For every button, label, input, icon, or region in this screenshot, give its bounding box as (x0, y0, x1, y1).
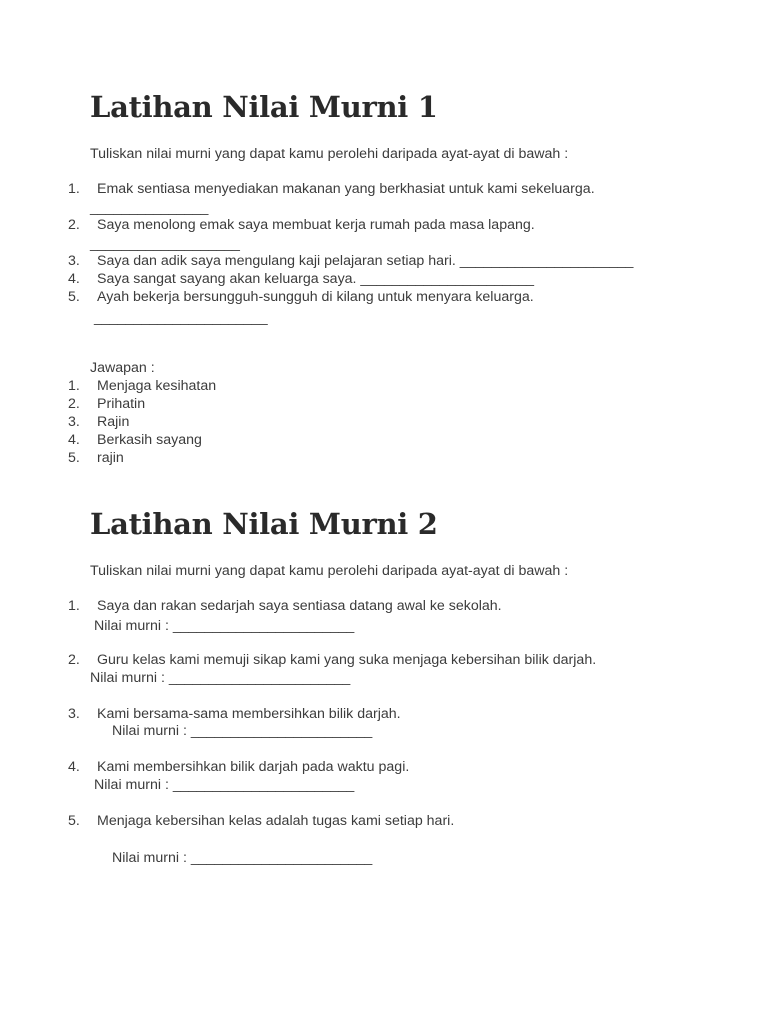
s2-item3-number: 3. (68, 706, 80, 722)
s1-item5-blank: ______________________ (94, 310, 268, 326)
section1-instruction: Tuliskan nilai murni yang dapat kamu perolehi daripada ayat-ayat di bawah : (90, 146, 569, 162)
s1-item5-text: Ayah bekerja bersungguh-sungguh di kilang untuk menyara keluarga. (97, 289, 534, 305)
answer4-text: Berkasih sayang (97, 432, 202, 448)
s2-item1-text: Saya dan rakan sedarjah saya sentiasa datang awal ke sekolah. (97, 598, 502, 614)
s2-item4-answer-line: Nilai murni : _______________________ (94, 777, 355, 793)
s2-item3-text: Kami bersama-sama membersihkan bilik darjah. (97, 706, 401, 722)
section2-instruction: Tuliskan nilai murni yang dapat kamu perolehi daripada ayat-ayat di bawah : (90, 563, 569, 579)
s1-item3-number: 3. (68, 253, 80, 269)
s2-item2-answer-line: Nilai murni : _______________________ (90, 670, 351, 686)
s2-item4-number: 4. (68, 759, 80, 775)
s1-item2-number: 2. (68, 217, 80, 233)
s1-item3-text: Saya dan adik saya mengulang kaji pelajaran setiap hari. ______________________ (97, 253, 634, 269)
s2-item2-number: 2. (68, 652, 80, 668)
section1-title: Latihan Nilai Murni 1 (90, 90, 438, 124)
answer5-text: rajin (97, 450, 124, 466)
s2-item2-text: Guru kelas kami memuji sikap kami yang suka menjaga kebersihan bilik darjah. (97, 652, 597, 668)
s2-item4-text: Kami membersihkan bilik darjah pada waktu pagi. (97, 759, 410, 775)
s1-item5-number: 5. (68, 289, 80, 305)
answer1-number: 1. (68, 378, 80, 394)
answer3-number: 3. (68, 414, 80, 430)
answer3-text: Rajin (97, 414, 130, 430)
s2-item5-text: Menjaga kebersihan kelas adalah tugas kami setiap hari. (97, 813, 455, 829)
answer2-number: 2. (68, 396, 80, 412)
s1-item2-text: Saya menolong emak saya membuat kerja rumah pada masa lapang. (97, 217, 535, 233)
s1-item4-text: Saya sangat sayang akan keluarga saya. ______________________ (97, 271, 535, 287)
s1-item1-blank: _______________ (90, 200, 209, 216)
s2-item5-number: 5. (68, 813, 80, 829)
s2-item5-answer-line: Nilai murni : _______________________ (112, 850, 373, 866)
s1-item2-blank: ___________________ (90, 236, 240, 252)
answer5-number: 5. (68, 450, 80, 466)
s1-item1-text: Emak sentiasa menyediakan makanan yang berkhasiat untuk kami sekeluarga. (97, 181, 595, 197)
s2-item1-answer-line: Nilai murni : _______________________ (94, 618, 355, 634)
section2-title: Latihan Nilai Murni 2 (90, 507, 438, 541)
s1-item4-number: 4. (68, 271, 80, 287)
answer1-text: Menjaga kesihatan (97, 378, 217, 394)
s2-item3-answer-line: Nilai murni : _______________________ (112, 723, 373, 739)
s2-item1-number: 1. (68, 598, 80, 614)
s1-item1-number: 1. (68, 181, 80, 197)
answers-label: Jawapan : (90, 360, 155, 376)
answer4-number: 4. (68, 432, 80, 448)
answer2-text: Prihatin (97, 396, 146, 412)
